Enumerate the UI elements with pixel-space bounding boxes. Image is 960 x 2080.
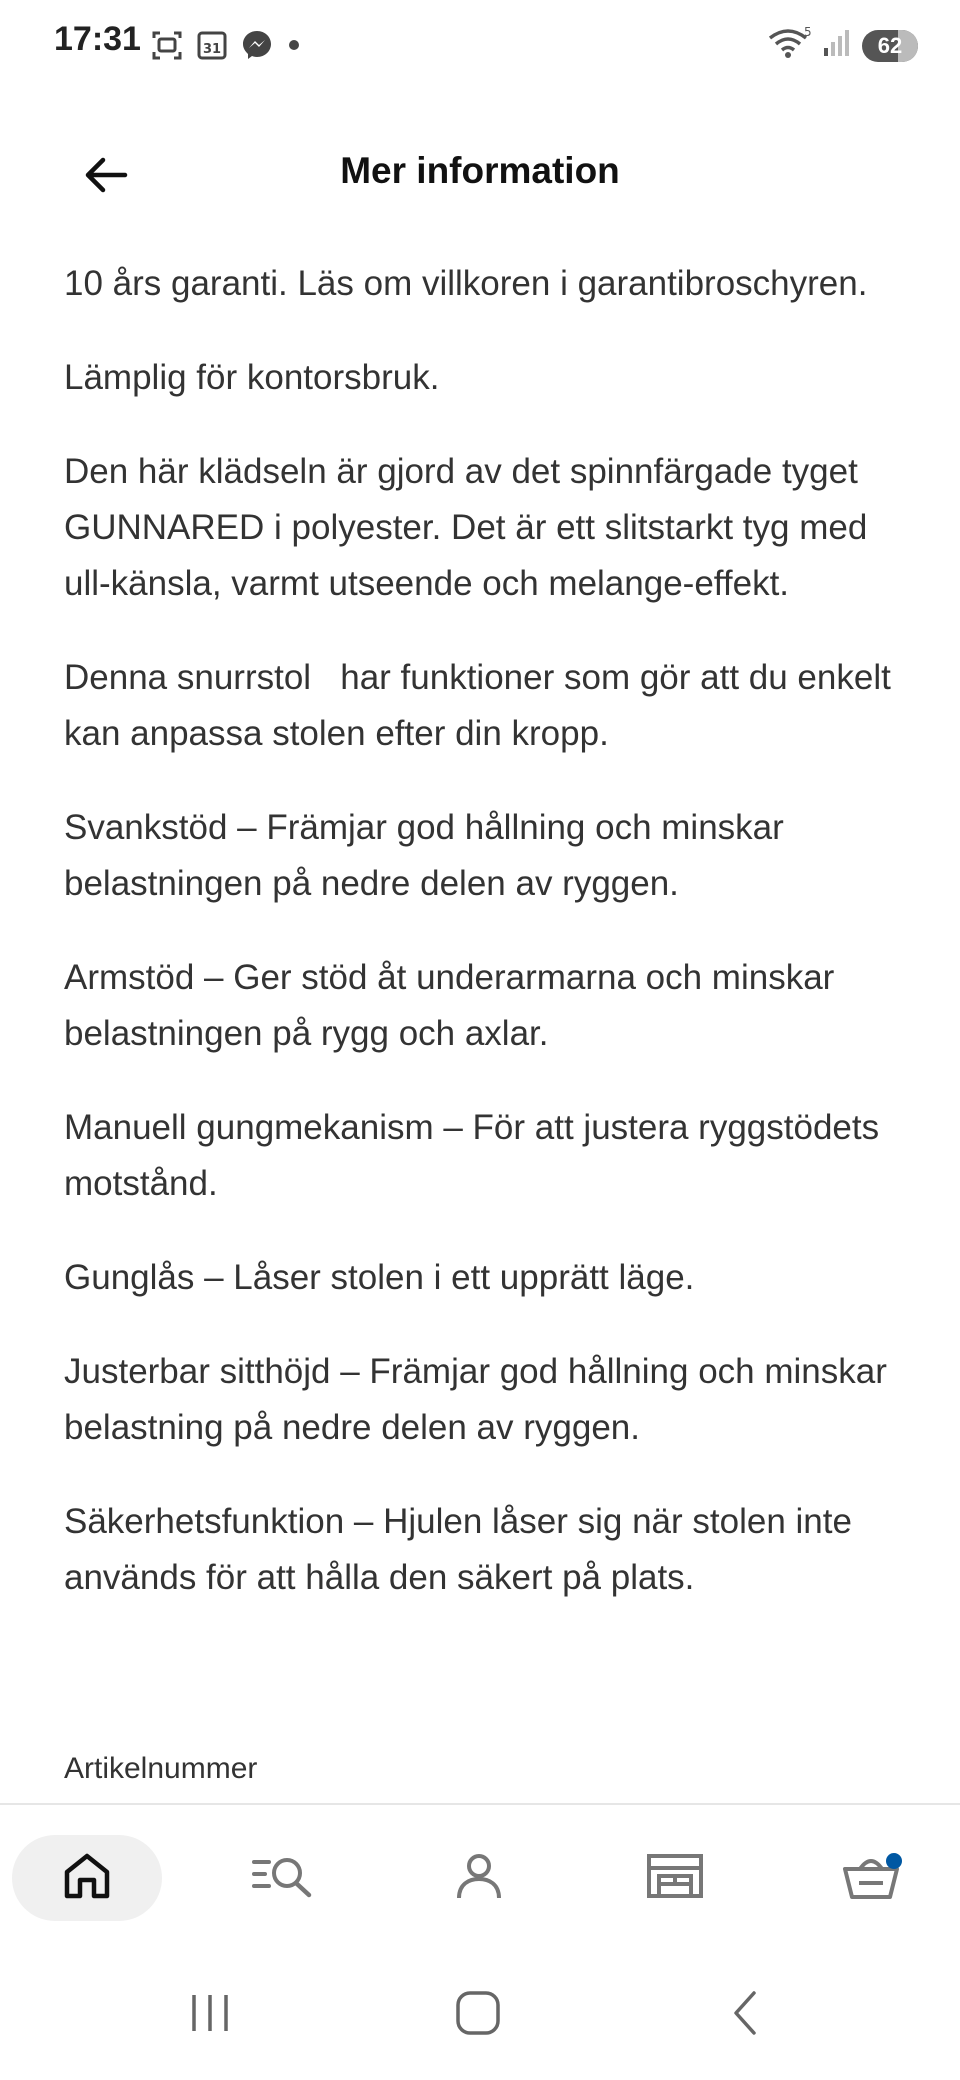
store-icon [646,1852,704,1905]
tilt-mechanism-text: Manuell gungmekanism – För att justera ryggstödets motstånd. [64,1108,889,1203]
chair-intro-text: Denna snurrstol har funktioner som gör att du enkelt kan anpassa stolen efter din kropp. [64,658,901,753]
search-list-icon [251,1852,315,1905]
warranty-text: 10 års garanti. Läs om villkoren i garantibroschyren. [64,264,868,303]
nav-profile[interactable] [404,1835,554,1921]
armrest-text: Armstöd – Ger stöd åt underarmarna och minskar belastningen på rygg och axlar. [64,958,845,1053]
system-status-icons [768,26,918,65]
more-notifications-dot-icon [286,37,302,58]
svg-text:5: 5 [804,26,812,39]
home-button-icon [454,1989,502,2042]
nav-search[interactable] [208,1835,358,1921]
usage-text: Lämplig för kontorsbruk. [64,358,440,397]
safety-feature-text: Säkerhetsfunktion – Hjulen låser sig när stolen inte används för att hålla den säkert på plats. [64,1502,862,1597]
page-title: Mer information [340,150,620,191]
system-navigation-bar [0,1960,960,2070]
status-time: 17:31 [54,20,141,58]
seat-height-text: Justerbar sitthöjd – Främjar god hållning och minskar belastning på nedre delen av ryggen. [64,1352,897,1447]
back-nav-icon [726,1989,766,2042]
app-header [0,120,960,230]
screenshot-icon [150,28,184,67]
notification-icons [150,28,302,67]
nav-stores[interactable] [600,1835,750,1921]
tilt-lock-text: Gunglås – Låser stolen i ett upprätt läge. [64,1258,695,1297]
calendar-icon [196,29,228,66]
article-number-heading: Artikelnummer [64,1752,258,1785]
product-information-content [64,256,904,1644]
bottom-navigation [0,1805,960,1955]
lumbar-support-text: Svankstöd – Främjar god hållning och minskar belastningen på nedre delen av ryggen. [64,808,794,903]
recents-button[interactable] [160,1980,260,2050]
fabric-text: Den här klädseln är gjord av det spinnfärgade tyget GUNNARED i polyester. Det är ett slitstarkt tyg med ull-känsla, varmt utseende och melange-effekt. [64,452,878,603]
messenger-icon [240,28,274,67]
nav-cart[interactable] [796,1835,946,1921]
svg-text:31: 31 [202,42,222,57]
status-bar [0,0,960,90]
system-home-button[interactable] [428,1980,528,2050]
nav-home[interactable] [12,1835,162,1921]
signal-icon [822,28,852,63]
system-back-button[interactable] [696,1980,796,2050]
wifi-icon [768,26,812,65]
battery-level: 62 [877,32,903,58]
battery-indicator [862,30,918,62]
recents-icon [188,1991,232,2040]
cart-badge [886,1853,902,1869]
profile-icon [454,1851,504,1906]
home-icon [62,1852,112,1905]
